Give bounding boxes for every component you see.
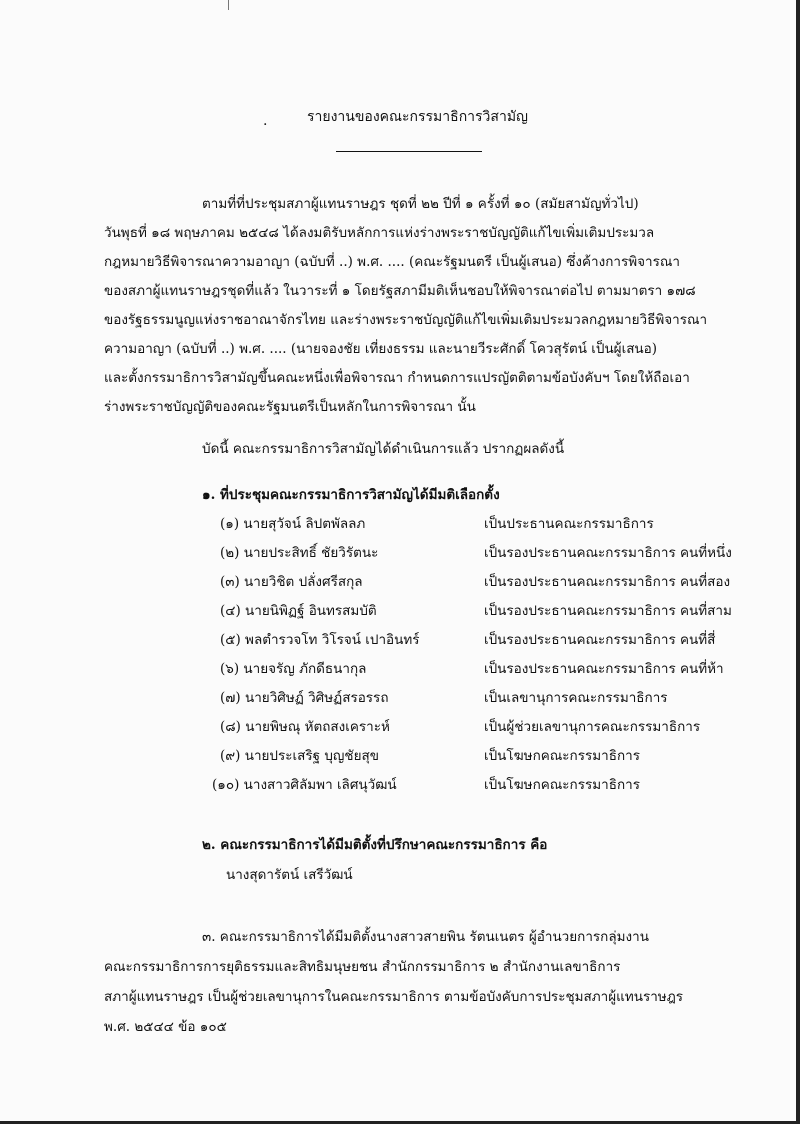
member-name: (๗) นายวิศิษฏ์ วิศิษฏ์สรอรรถ [220,690,389,706]
paragraph-2: บัดนี้ คณะกรรมาธิการวิสามัญได้ดำเนินการแล้ว ปรากฏผลดังนี้ [202,441,565,457]
paragraph-1-line: ร่างพระราชบัญญัติของคณะรัฐมนตรีเป็นหลักในการพิจารณา นั้น [104,399,476,415]
member-name: (๔) นายนิพิฏฐ์ อินทรสมบัติ [220,603,377,619]
section-3-line: ๓. คณะกรรมาธิการได้มีมติตั้งนางสาวสายพิน รัตนเนตร ผู้อำนวยการกลุ่มงาน [202,929,649,945]
member-position: เป็นรองประธานคณะกรรมาธิการ คนที่สี่ [484,632,716,648]
paragraph-1-line: ความอาญา (ฉบับที่ ..) พ.ศ. .... (นายจองชัย เที่ยงธรรม และนายวีระศักดิ์ โควสุรัตน์ เป็นผู้เสนอ) [104,341,658,357]
member-position: เป็นโฆษกคณะกรรมาธิการ [484,777,640,793]
member-name: (๒) นายประสิทธิ์ ชัยวิรัตนะ [220,545,379,561]
member-position: เป็นรองประธานคณะกรรมาธิการ คนที่หนึ่ง [484,545,732,561]
member-name: (๑๐) นางสาวศิลัมพา เลิศนุวัฒน์ [212,777,397,793]
member-position: เป็นรองประธานคณะกรรมาธิการ คนที่สาม [484,603,732,619]
section-3-line: สภาผู้แทนราษฎร เป็นผู้ช่วยเลขานุการในคณะกรรมาธิการ ตามข้อบังคับการประชุมสภาผู้แทนราษฎร [104,989,684,1005]
member-position: เป็นรองประธานคณะกรรมาธิการ คนที่สอง [484,574,731,590]
section-1-heading: ๑. ที่ประชุมคณะกรรมาธิการวิสามัญได้มีมติเลือกตั้ง [202,487,500,503]
paragraph-1-line: และตั้งกรรมาธิการวิสามัญขึ้นคณะหนึ่งเพื่อพิจารณา กำหนดการแปรญัตติตามข้อบังคับฯ โดยให้ถือเอา [104,370,690,386]
section-2-advisor: นางสุดารัตน์ เสรีวัฒน์ [226,867,353,883]
section-2-heading: ๒. คณะกรรมาธิการได้มีมติตั้งที่ปรึกษาคณะกรรมาธิการ คือ [202,837,548,853]
paragraph-1-line: ตามที่ที่ประชุมสภาผู้แทนราษฎร ชุดที่ ๒๒ ปีที่ ๑ ครั้งที่ ๑๐ (สมัยสามัญทั่วไป) [202,196,639,212]
section-3-line: คณะกรรมาธิการการยุติธรรมและสิทธิมนุษยชน สำนักกรรมาธิการ ๒ สำนักงานเลขาธิการ [104,959,621,975]
scan-mark [228,0,229,10]
member-position: เป็นผู้ช่วยเลขานุการคณะกรรมาธิการ [484,719,701,735]
member-position: เป็นโฆษกคณะกรรมาธิการ [484,748,640,764]
title-underline [336,151,482,152]
member-name: (๖) นายจรัญ ภักดีธนากุล [220,661,367,677]
member-name: (๓) นายวิชิต ปลั่งศรีสกุล [220,574,363,590]
member-position: เป็นรองประธานคณะกรรมาธิการ คนที่ห้า [484,661,724,677]
member-position: เป็นเลขานุการคณะกรรมาธิการ [484,690,668,706]
paragraph-1-line: วันพุธที่ ๑๘ พฤษภาคม ๒๕๔๘ ได้ลงมติรับหลักการแห่งร่างพระราชบัญญัติแก้ไขเพิ่มเติมประมวล [104,225,655,241]
paragraph-1-line: กฎหมายวิธีพิจารณาความอาญา (ฉบับที่ ..) พ.ศ. .... (คณะรัฐมนตรี เป็นผู้เสนอ) ซึ่งค้างการพิจารณา [104,254,680,270]
member-name: (๑) นายสุวัจน์ ลิปตพัลลภ [220,516,366,532]
stray-dot: . [263,113,268,129]
document-title: รายงานของคณะกรรมาธิการวิสามัญ [307,109,528,125]
member-name: (๙) นายประเสริฐ บุญชัยสุข [220,748,379,764]
member-position: เป็นประธานคณะกรรมาธิการ [484,516,654,532]
member-name: (๕) พลตำรวจโท วิโรจน์ เปาอินทร์ [220,632,420,648]
section-3-line: พ.ศ. ๒๕๔๔ ข้อ ๑๐๕ [104,1019,227,1035]
paragraph-1-line: ของสภาผู้แทนราษฎรชุดที่แล้ว ในวาระที่ ๑ โดยรัฐสภามีมติเห็นชอบให้พิจารณาต่อไป ตามมาตรา ๑๗๘ [104,283,696,299]
paragraph-1-line: ของรัฐธรรมนูญแห่งราชอาณาจักรไทย และร่างพระราชบัญญัติแก้ไขเพิ่มเติมประมวลกฎหมายวิธีพิจารณา [104,312,708,328]
member-name: (๘) นายพิษณุ หัตถสงเคราะห์ [220,719,390,735]
scan-edge-right [796,0,800,1124]
